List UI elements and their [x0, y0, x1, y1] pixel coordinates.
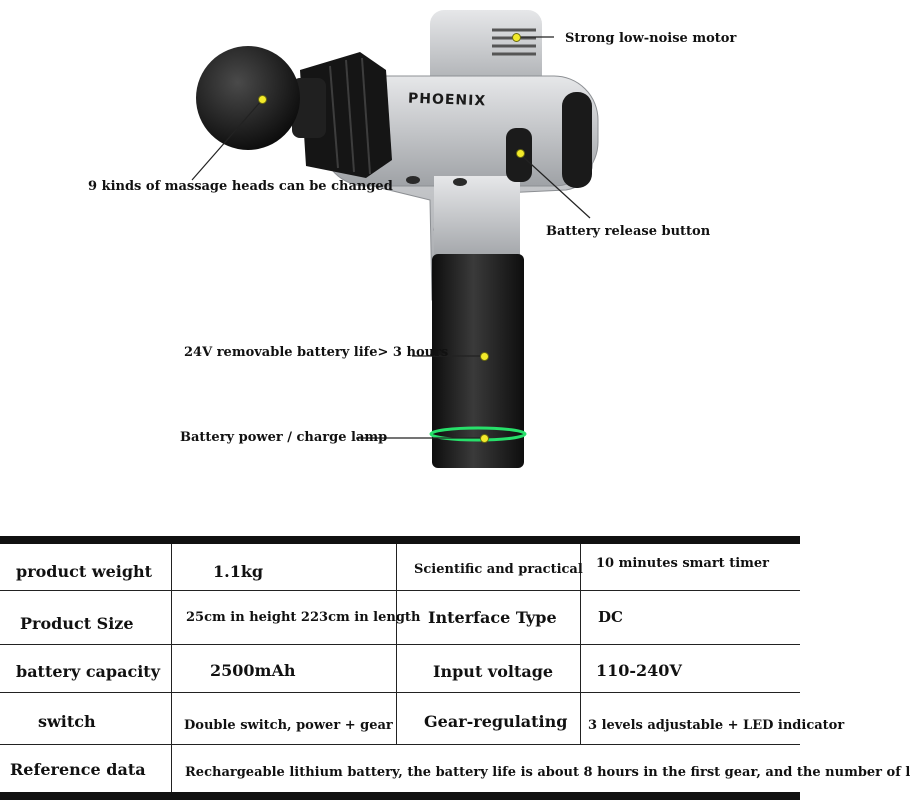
voltage-label: Input voltage: [433, 662, 554, 681]
weight-label: product weight: [16, 562, 153, 581]
table-bottom-bar: [0, 792, 800, 800]
ref-label: Reference data: [10, 760, 146, 779]
size-label: Product Size: [20, 614, 134, 633]
sci-value: 10 minutes smart timer: [596, 556, 770, 571]
battery-handle: [432, 254, 524, 468]
row-divider: [0, 644, 800, 645]
spec-table: [0, 536, 910, 800]
row-divider: [0, 590, 800, 591]
brand-logo: PHOENIX: [407, 90, 487, 110]
lamp-indicator-dot: [480, 434, 489, 443]
sci-label: Scientific and practical: [414, 562, 583, 577]
col-divider: [396, 544, 397, 744]
gear-label: Gear-regulating: [424, 712, 568, 731]
battery-label: battery capacity: [16, 662, 160, 681]
motor-callout: Strong low-noise motor: [565, 31, 737, 46]
lamp-callout: Battery power / charge lamp: [180, 430, 388, 445]
voltage-value: 110-240V: [596, 661, 682, 680]
massage-ball-head: [196, 46, 300, 150]
row-divider: [0, 692, 800, 693]
gear-value: 3 levels adjustable + LED indicator: [588, 718, 845, 733]
switch-value: Double switch, power + gear: [184, 718, 393, 733]
release-indicator-dot: [516, 149, 525, 158]
release-callout: Battery release button: [546, 224, 711, 239]
interface-value: DC: [598, 608, 623, 626]
size-value: 25cm in height 223cm in length: [186, 610, 421, 625]
table-top-bar: [0, 536, 800, 544]
heads-callout: 9 kinds of massage heads can be changed: [88, 179, 393, 194]
switch-label: switch: [38, 712, 96, 731]
battery-callout: 24V removable battery life> 3 hours: [184, 345, 449, 360]
interface-label: Interface Type: [428, 608, 557, 627]
battery-value: 2500mAh: [210, 661, 296, 680]
head-indicator-dot: [258, 95, 267, 104]
battery-indicator-dot: [480, 352, 489, 361]
col-divider: [171, 544, 172, 792]
ref-value: Rechargeable lithium battery, the battery life is about 8 hours in the first gear, and the number of l: [185, 765, 910, 780]
weight-value: 1.1kg: [213, 562, 264, 581]
row-divider: [0, 744, 800, 745]
motor-indicator-dot: [512, 33, 521, 42]
